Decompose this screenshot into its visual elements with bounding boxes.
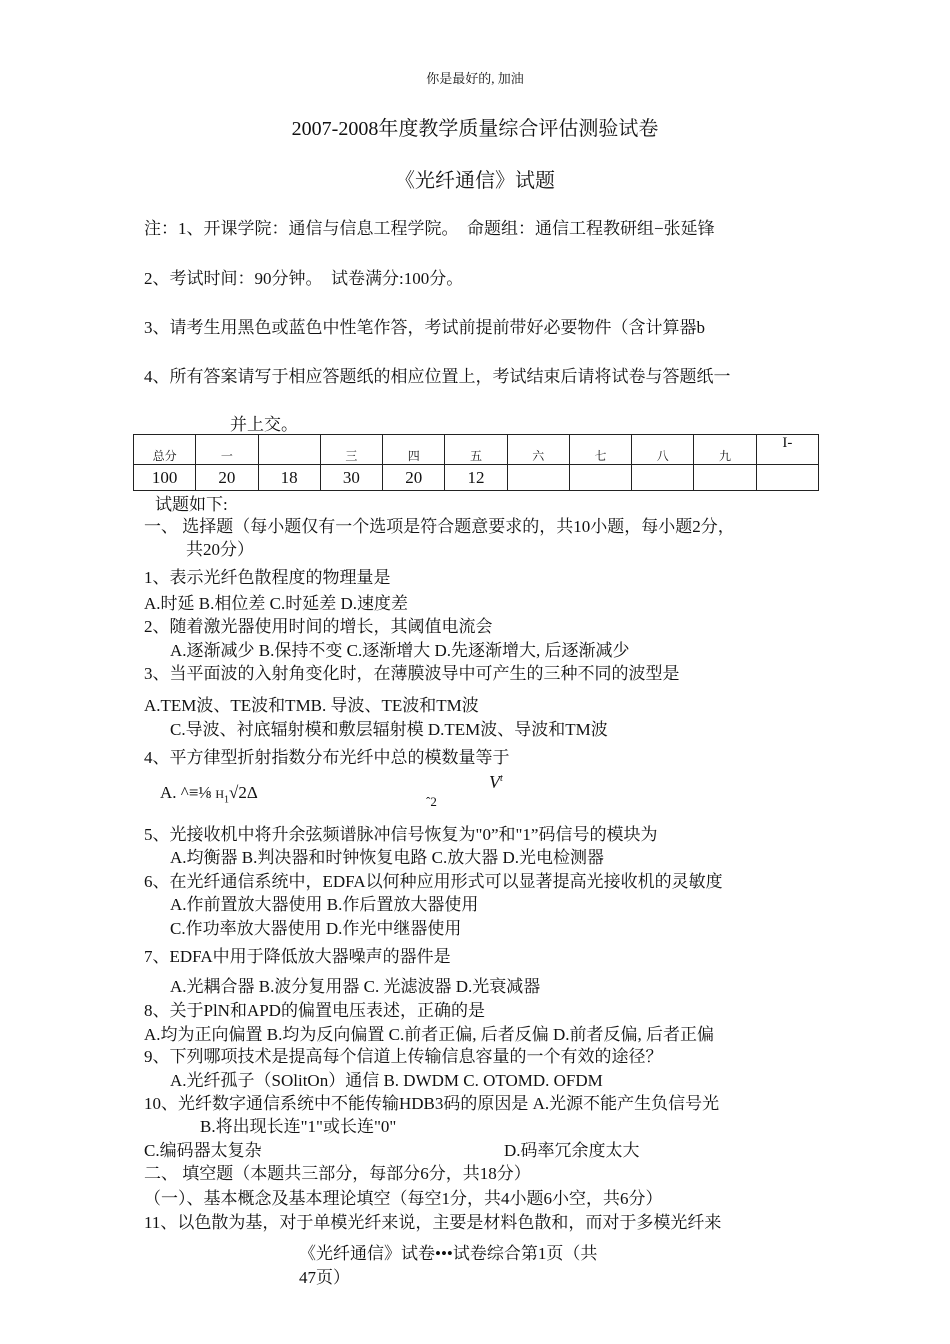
score-header-row xyxy=(134,435,819,465)
header-note: 你是最好的, 加油 xyxy=(426,71,524,86)
note-4-cont: 并上交。 xyxy=(230,415,298,434)
score-header-cell: I- xyxy=(756,435,818,465)
questions-intro: 试题如下: xyxy=(155,495,228,514)
formula-text: A. ^≡⅛ xyxy=(160,783,216,802)
score-header-cell: 五 xyxy=(445,435,507,465)
score-value-cell: 12 xyxy=(445,465,507,491)
score-value-cell: 30 xyxy=(320,465,382,491)
question-11: 11、以色散为基，对于单模光纤来说，主要是材料色散和，而对于多模光纤来 xyxy=(144,1213,722,1232)
question-7: 7、EDFA中用于降低放大器噪声的器件是 xyxy=(144,947,451,966)
question-6: 6、在光纤通信系统中，EDFA以何种应用形式可以显著提高光接收机的灵敏度 xyxy=(144,872,723,891)
question-8: 8、关于PlN和APD的偏置电压表述，正确的是 xyxy=(144,1001,485,1020)
note-1: 注：1、开课学院：通信与信息工程学院。 命题组：通信工程教研组−张延锋 xyxy=(144,219,715,238)
section-1-heading: 一、 选择题（每小题仅有一个选项是符合题意要求的，共10小题，每小题2分， xyxy=(144,517,735,536)
section-1-heading-cont: 共20分） xyxy=(186,540,254,559)
score-header-cell: 三 xyxy=(320,435,382,465)
section-2-part-1: （一）、基本概念及基本理论填空（每空1分，共4小题6小空，共6分） xyxy=(144,1189,663,1208)
exam-subtitle: 《光纤通信》试题 xyxy=(395,170,555,192)
formula-v xyxy=(489,772,503,793)
formula-v-superscript: t xyxy=(500,773,503,784)
question-1: 1、表示光纤色散程度的物理量是 xyxy=(144,568,391,587)
score-value-cell: 20 xyxy=(196,465,258,491)
question-9-options: A.光纤孤子（SOlitOn）通信 B. DWDM C. OTOMD. OFDM xyxy=(170,1071,603,1090)
score-header-cell: 六 xyxy=(507,435,569,465)
score-header-cell: 七 xyxy=(569,435,631,465)
question-6-options-a: A.作前置放大器使用 B.作后置放大器使用 xyxy=(170,895,479,914)
score-value-cell: 100 xyxy=(134,465,196,491)
score-header-cell: 九 xyxy=(694,435,756,465)
question-3-options-a: A.TEM波、TE波和TMB. 导波、TE波和TM波 xyxy=(144,696,479,715)
formula-caret: ˆ2 xyxy=(426,794,437,809)
question-2-options: A.逐渐减少 B.保持不变 C.逐渐增大 D.先逐渐增大, 后逐渐减少 xyxy=(170,641,630,660)
exam-title: 2007-2008年度教学质量综合评估测验试卷 xyxy=(291,118,659,140)
question-10-option-c: C.编码器太复杂 xyxy=(144,1141,262,1160)
note-4: 4、所有答案请写于相应答题纸的相应位置上，考试结束后请将试卷与答题纸一 xyxy=(144,367,731,386)
score-value-cell: 18 xyxy=(258,465,320,491)
score-header-cell: 四 xyxy=(383,435,445,465)
score-table xyxy=(133,434,819,491)
question-7-options: A.光耦合器 B.波分复用器 C. 光滤波器 D.光衰减器 xyxy=(170,977,541,996)
question-9: 9、下列哪项技术是提高每个信道上传输信息容量的一个有效的途径？ xyxy=(144,1047,663,1066)
question-4-formula xyxy=(160,782,258,811)
formula-h: H xyxy=(215,787,225,801)
score-value-cell xyxy=(694,465,756,491)
question-10: 10、光纤数字通信系统中不能传输HDB3码的原因是 A.光源不能产生负信号光 xyxy=(144,1094,720,1113)
question-5: 5、光接收机中将升余弦频谱脉冲信号恢复为"0”和"1”码信号的模块为 xyxy=(144,825,658,844)
score-header-cell: 总分 xyxy=(134,435,196,465)
question-2: 2、随着激光器使用时间的增长，其阈值电流会 xyxy=(144,617,493,636)
question-1-options: A.时延 B.相位差 C.时延差 D.速度差 xyxy=(144,594,408,613)
question-5-options: A.均衡器 B.判决器和时钟恢复电路 C.放大器 D.光电检测器 xyxy=(170,848,604,867)
section-2-heading: 二、 填空题（本题共三部分，每部分6分，共18分） xyxy=(144,1164,531,1183)
question-4: 4、平方律型折射指数分布光纤中总的模数量等于 xyxy=(144,748,510,767)
formula-subscript: 1 xyxy=(224,794,230,806)
score-header-cell xyxy=(258,435,320,465)
note-3: 3、请考生用黑色或蓝色中性笔作答，考试前提前带好必要物件（含计算器b xyxy=(144,318,705,337)
page-footer-cont: 47页） xyxy=(299,1268,350,1287)
score-value-cell xyxy=(507,465,569,491)
score-value-row xyxy=(134,465,819,491)
question-10-option-b: B.将出现长连"1"或长连"0" xyxy=(200,1117,397,1136)
score-header-cell: 八 xyxy=(632,435,694,465)
question-3: 3、当平面波的入射角变化时，在薄膜波导中可产生的三种不同的波型是 xyxy=(144,664,680,683)
score-header-cell: 一 xyxy=(196,435,258,465)
question-3-options-c: C.导波、衬底辐射模和敷层辐射模 D.TEM波、导波和TM波 xyxy=(170,720,608,739)
formula-v-symbol: V xyxy=(489,772,500,792)
question-10-option-d: D.码率冗余度太大 xyxy=(504,1141,640,1160)
question-6-options-c: C.作功率放大器使用 D.作光中继器使用 xyxy=(170,919,462,938)
score-value-cell xyxy=(632,465,694,491)
note-2: 2、考试时间：90分钟。 试卷满分:100分。 xyxy=(144,269,464,288)
score-value-cell: 20 xyxy=(383,465,445,491)
score-value-cell xyxy=(756,465,818,491)
score-value-cell xyxy=(569,465,631,491)
formula-text-rest: √2Δ xyxy=(229,783,258,802)
question-8-options: A.均为正向偏置 B.均为反向偏置 C.前者正偏, 后者反偏 D.前者反偏, 后者正偏 xyxy=(144,1025,714,1044)
page-footer: 《光纤通信》试卷•••试卷综合第1页（共 xyxy=(299,1244,598,1263)
